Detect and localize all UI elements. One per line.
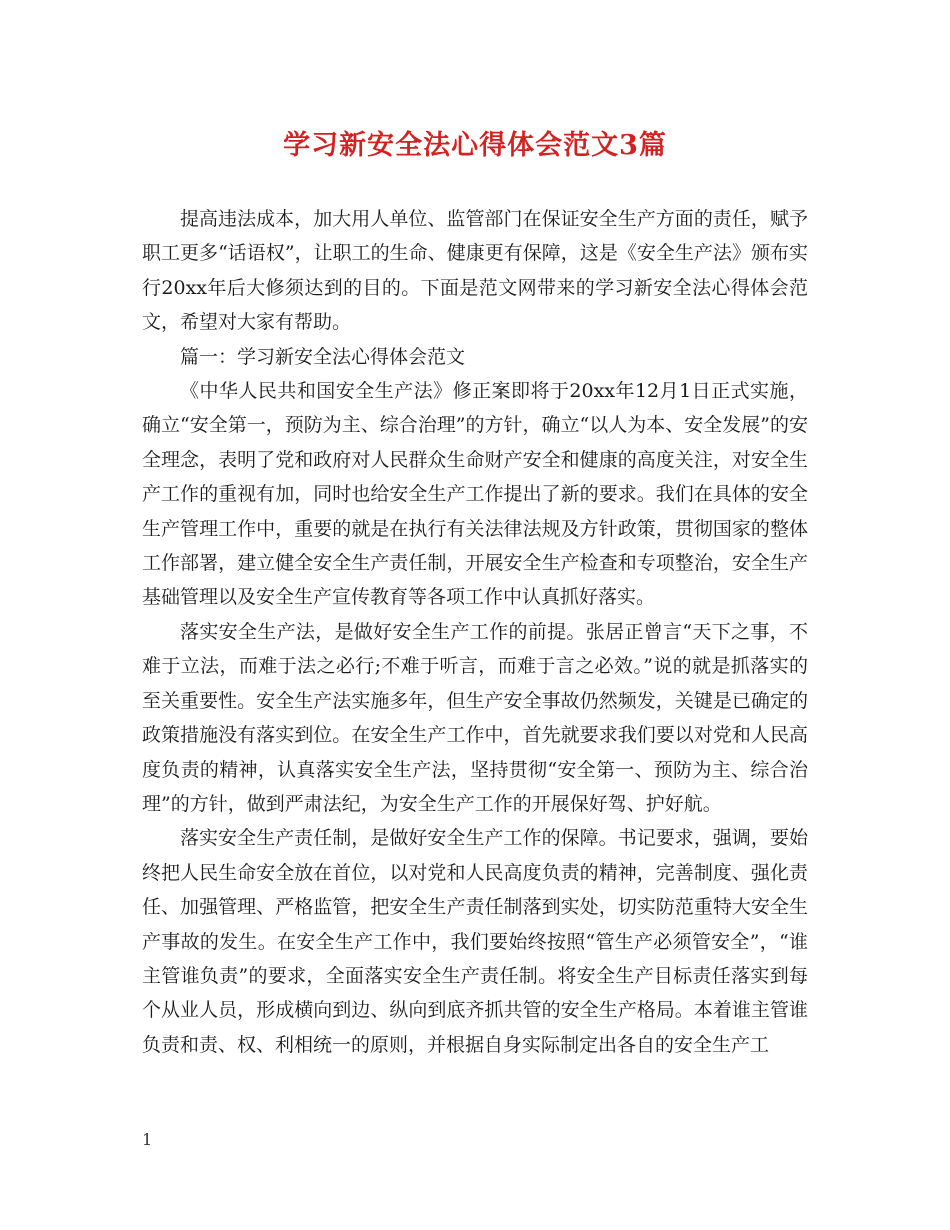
paragraph-intro: 提高违法成本，加大用人单位、监管部门在保证安全生产方面的责任，赋予职工更多“话语权”，让职工的生命、健康更有保障，这是《安全生产法》颁布实行20xx年后大修须达到的目的。下面是范文网带来的学习新安全法心得体会范文，希望对大家有帮助。: [142, 208, 808, 334]
paragraph-law-overview: 《中华人民共和国安全生产法》修正案即将于20xx年12月1日正式实施，确立“安全第一，预防为主、综合治理”的方针，确立“以人为本、安全发展”的安全理念，表明了党和政府对人民群众生命财产安全和健康的高度关注，对安全生产工作的重视有加，同时也给安全生产工作提出了新的要求。我们在具体的安全生产管理工作中，重要的就是在执行有关法律法规及方针政策，贯彻国家的整体工作部署，建立健全安全生产责任制，开展安全生产检查和专项整治，安全生产基础管理以及安全生产宣传教育等各项工作中认真抓好落实。: [142, 380, 808, 609]
page-number: 1: [142, 1130, 153, 1149]
paragraph-responsibility-system: 落实安全生产责任制，是做好安全生产工作的保障。书记要求，强调，要始终把人民生命安全放在首位，以对党和人民高度负责的精神，完善制度、强化责任、加强管理、严格监管，把安全生产责任制落到实处，切实防范重特大安全生产事故的发生。在安全生产工作中，我们要始终按照“管生产必须管安全”，“谁主管谁负责”的要求，全面落实安全生产责任制。将安全生产目标责任落实到每个从业人员，形成横向到边、纵向到底齐抓共管的安全生产格局。本着谁主管谁负责和责、权、利相统一的原则，并根据自身实际制定出各自的安全生产工: [142, 827, 808, 1056]
document-title: 学习新安全法心得体会范文3篇: [283, 130, 667, 161]
paragraph-implement-law: 落实安全生产法，是做好安全生产工作的前提。张居正曾言“天下之事，不难于立法，而难于法之必行;不难于听言，而难于言之必效。”说的就是抓落实的至关重要性。安全生产法实施多年，但生产安全事故仍然频发，关键是已确定的政策措施没有落实到位。在安全生产工作中，首先就要求我们要以对党和人民高度负责的精神，认真落实安全生产法，坚持贯彻“安全第一、预防为主、综合治理”的方针，做到严肃法纪，为安全生产工作的开展保好驾、护好航。: [142, 620, 808, 815]
document-body: [142, 202, 808, 1062]
section-heading-part-one: 篇一：学习新安全法心得体会范文: [180, 345, 466, 368]
